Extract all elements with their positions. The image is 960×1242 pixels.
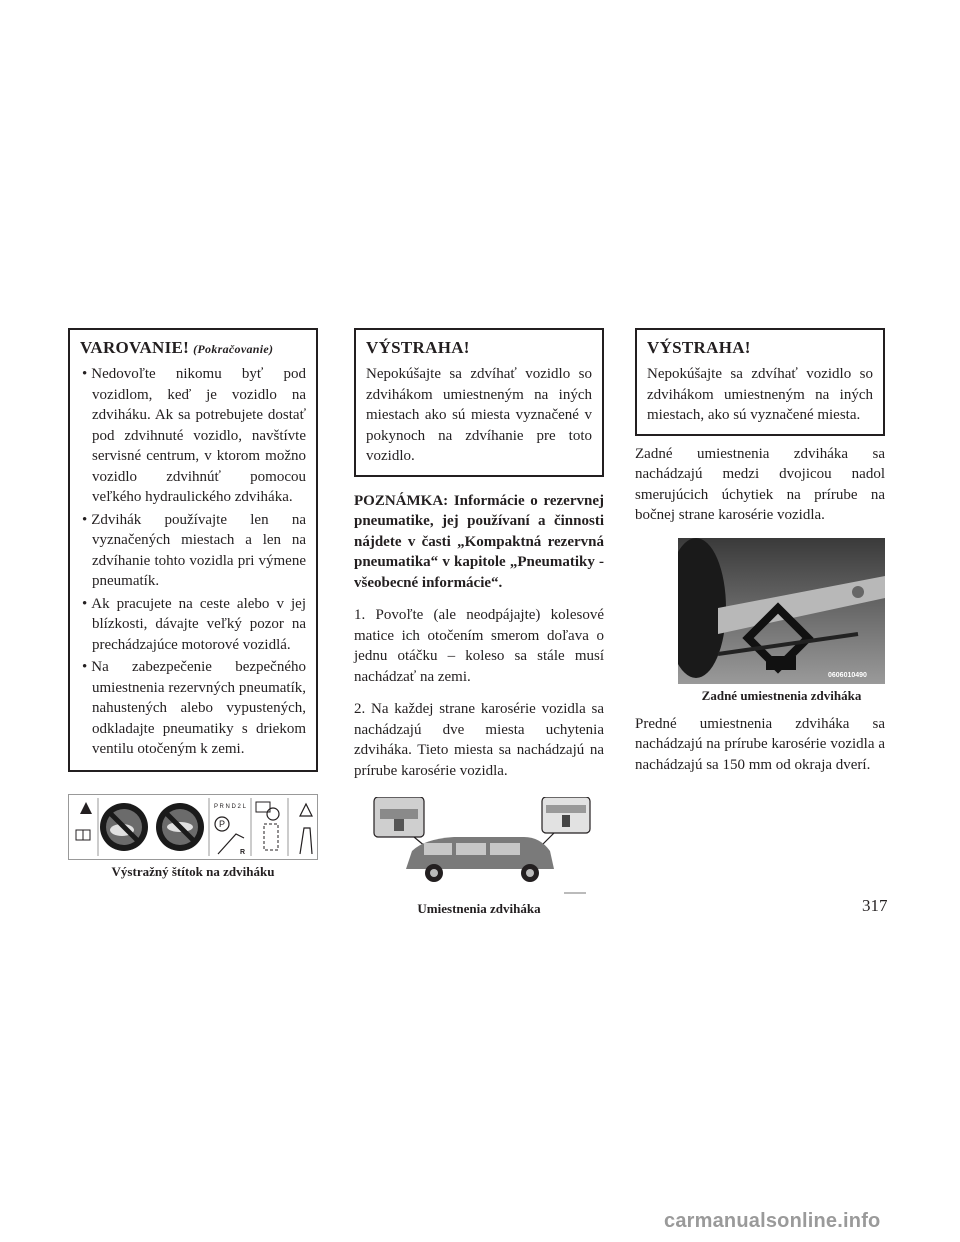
caution-title: VÝSTRAHA! — [366, 338, 470, 357]
caution-box — [354, 328, 604, 477]
continued-label: (Pokračovanie) — [193, 342, 274, 356]
rear-jack-figure — [678, 538, 885, 704]
step-paragraph: 2. Na každej strane karosérie vozidla sa nachádzajú dve miesta uchytenia zdviháka. Tieto miesta sa nachádzajú na prírube karosérie vozidla. — [354, 701, 604, 779]
warning-bullet: • Na zabezpečenie bezpečného umiestnenia rezervných pneumatík, nahustených alebo vypustených, odkladajte pneumatiky s driekom ventilu otočeným k zemi. — [80, 657, 306, 760]
watermark-text[interactable]: carmanualsonline.info — [664, 1210, 881, 1232]
warning-title-text: VAROVANIE! — [80, 338, 190, 357]
warning-bullet: • Zdvihák používajte len na vyznačených miestach a len na zdvíhanie tohto vozidla pri výmene pneumatík. — [80, 510, 306, 592]
warning-bullet: • Nedovoľte nikomu byť pod vozidlom, keď je vozidlo na zdviháku. Ak sa potrebujete dostať pod zdvihnuté vozidlo, navštívte servisné centrum, v ktorom možno vozidlo zdvihnúť pomocou veľkého hydraulického zdviháka. — [80, 364, 306, 508]
step-paragraph: 1. Povoľte (ale neodpájajte) kolesové matice ich otočením smerom doľava o jednu otáčku – koleso sa stále musí nachádzať na zemi. — [354, 607, 604, 685]
jack-warning-label-illustration — [68, 794, 318, 860]
prndl-text: P R N D 2 L — [214, 803, 246, 810]
figure-caption: Zadné umiestnenia zdviháka — [701, 687, 862, 703]
svg-text:P: P — [219, 818, 226, 829]
svg-text:R: R — [240, 848, 246, 856]
jack-warning-label-figure — [68, 794, 318, 880]
caution-box — [635, 328, 885, 436]
column-right — [635, 328, 885, 787]
note-paragraph: POZNÁMKA: Informácie o rezervnej pneumatike, jej používaní a činnosti nájdete v časti „Kompaktná rezervná pneumatika“ v kapitole „Pneumatiky - všeobecné informácie“. — [354, 492, 604, 591]
column-middle — [354, 328, 604, 917]
warning-box — [68, 328, 318, 772]
rear-jack-photo — [678, 538, 885, 684]
body-paragraph: Predné umiestnenia zdviháka sa nachádzajú na prírube karosérie vozidla a nachádzajú sa 150 mm od okraja dverí. — [635, 715, 885, 773]
caution-text: Nepokúšajte sa zdvíhať vozidlo so zdvihákom umiestneným na iných miestach ako sú miesta vyznačené v pokynoch na zdvíhanie pre toto vozidlo. — [366, 366, 592, 464]
caution-title: VÝSTRAHA! — [647, 338, 751, 357]
figure-caption: Umiestnenia zdviháka — [417, 901, 541, 916]
caution-text: Nepokúšajte sa zdvíhať vozidlo so zdvihákom umiestneným na iných miestach, ako sú vyznačené miesta. — [647, 366, 873, 423]
warning-title — [80, 338, 306, 358]
jack-locations-illustration — [354, 797, 604, 897]
warning-bullet: • Ak pracujete na ceste alebo v jej blízkosti, dávajte veľký pozor na prechádzajúce motorové vozidlá. — [80, 594, 306, 656]
jack-locations-figure — [354, 797, 604, 917]
column-left — [68, 328, 318, 880]
body-paragraph: Zadné umiestnenia zdviháka sa nachádzajú medzi dvojicou nadol smerujúcich úchytiek na prírube na bočnej strane karosérie vozidla. — [635, 445, 885, 523]
page-number: 317 — [862, 896, 888, 915]
warning-bullets — [80, 364, 306, 760]
figure-caption: Výstražný štítok na zdviháku — [111, 863, 275, 879]
photo-code: 0606010490 — [828, 671, 867, 679]
